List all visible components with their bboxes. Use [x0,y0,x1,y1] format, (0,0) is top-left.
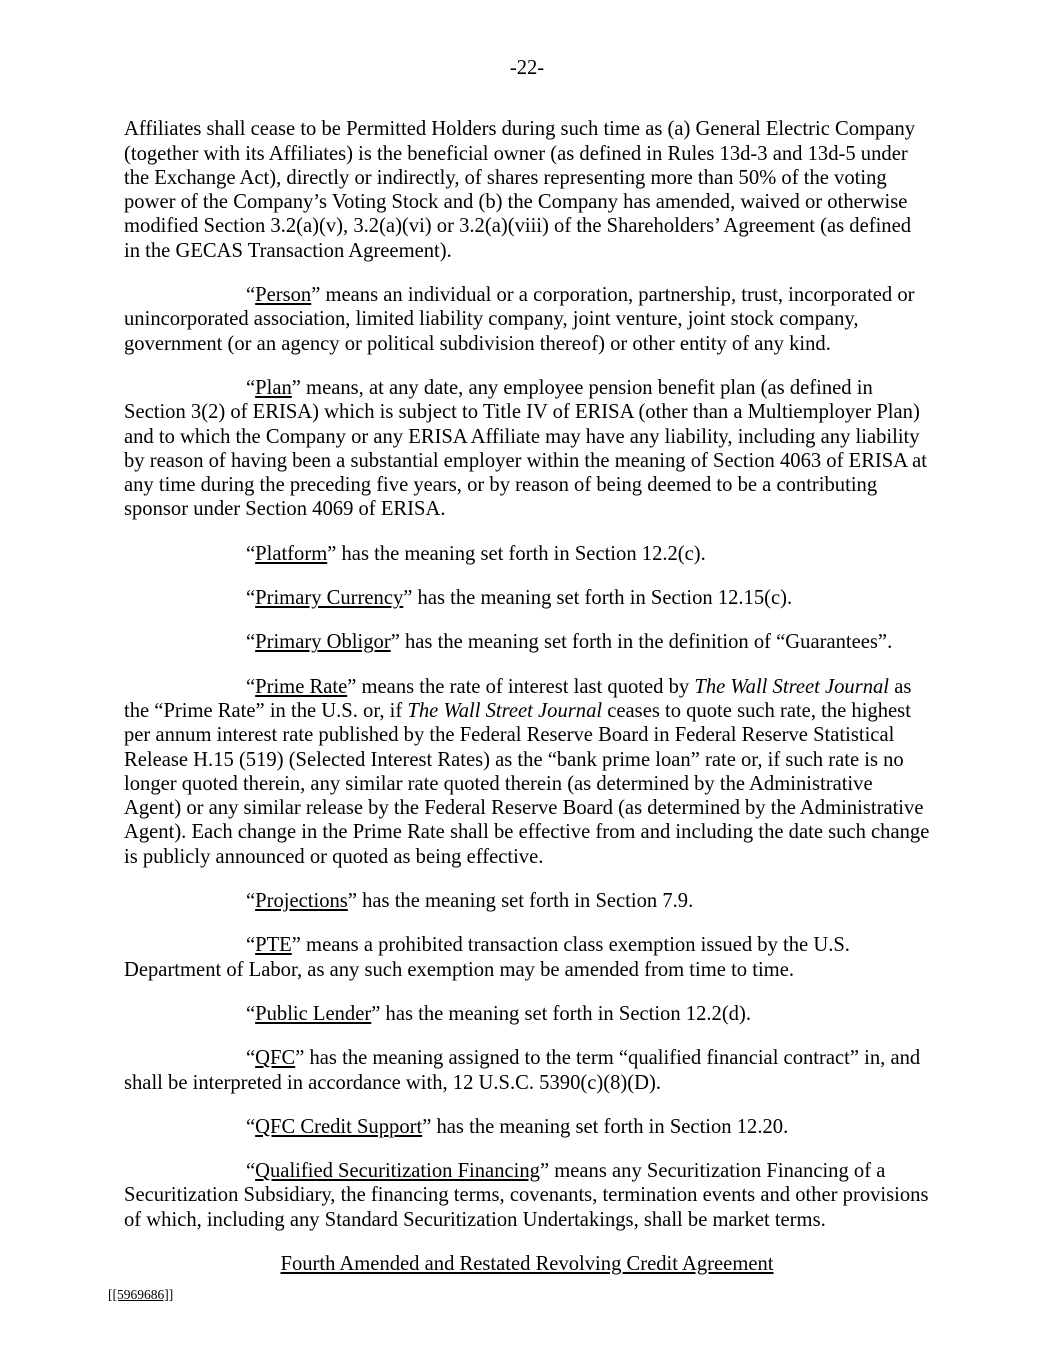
definition-qualified-securitization-financing [124,1159,930,1232]
defined-term: Person [255,284,312,307]
definition-plan [124,376,930,522]
journal-name-italic: The Wall Street Journal [694,675,890,698]
definition-text: as the “Prime Rate” in the U.S. or, if [124,675,912,722]
journal-name-italic: The Wall Street Journal [407,699,603,722]
defined-term: QFC [255,1047,296,1070]
definition-platform [124,542,930,566]
definition-text: ” has the meaning set forth in Section 12.15(c). [403,587,793,610]
text: Affiliates shall cease to be Permitted Holders during such time as (a) General Electric Company (together with its Affiliates) is the beneficial owner (as defined in Rules 13d-3 and 13d-5 under the Exchange Act), directly or indirectly, of shares representing more than 50% of the voting power of the Company’s Voting Stock and (b) the Company has amended, waived or otherwise modified Section 3.2(a)(v), 3.2(a)(vi) or 3.2(a)(viii) of the Shareholders’ Agreement (as defined in the GECAS Transaction Agreement). [124,118,916,262]
definition-text: ” has the meaning set forth in Section 12.2(c). [327,542,706,565]
open-quote: “ [246,675,256,698]
open-quote: “ [246,890,256,913]
defined-term: Primary Currency [255,587,404,610]
open-quote: “ [246,587,256,610]
page-number: -22- [509,57,545,79]
page-body [124,56,930,1252]
open-quote: “ [246,631,256,654]
definition-text: ceases to quote such rate, the highest per annum interest rate published by the Federal Reserve Board in Federal Reserve Statistical Release H.15 (519) (Selected Interest Rates) as the “bank prime loan” rate or, if such rate is no longer quoted therein, any similar rate quoted therein (as determined by the Administrative Agent) or any similar release by the Federal Reserve Board (as determined by the Administrative Agent). Each change in the Prime Rate shall be effective from and including the date such change is publicly announced or quoted as being effective. [124,699,930,868]
definition-text: ” means a prohibited transaction class exemption issued by the U.S. Department of Labor, as any such exemption may be amended from time to time. [124,934,850,981]
definition-text: ” has the meaning set forth in Section 7.9. [347,890,694,913]
definition-projections [124,889,930,913]
defined-term: Prime Rate [255,675,348,698]
definition-prime-rate [124,675,930,869]
open-quote: “ [246,284,256,307]
defined-term: Public Lender [255,1002,372,1025]
defined-term: Qualified Securitization Financing [255,1160,540,1183]
defined-term: Platform [255,542,328,565]
defined-term: Plan [255,376,292,399]
definition-text: ” means the rate of interest last quoted by [347,675,695,698]
paragraph-affiliates-continuation [124,117,930,263]
footer-document-title [124,1252,930,1276]
definition-primary-currency [124,586,930,610]
definition-text: ” means, at any date, any employee pension benefit plan (as defined in Section 3(2) of ERISA) which is subject to Title IV of ERISA (other than a Multiemployer Plan) and to which the Company or any ERISA Affiliate may have any liability, including any liability by reason of having been a substantial employer within the meaning of Section 4063 of ERISA at any time during the preceding five years, or by reason of being deemed to be a contributing sponsor under Section 4069 of ERISA. [124,376,927,521]
defined-term: Primary Obligor [255,631,391,654]
definition-text: ” has the meaning set forth in Section 12.2(d). [371,1002,751,1025]
open-quote: “ [246,1115,256,1138]
open-quote: “ [246,1002,256,1025]
open-quote: “ [246,542,256,565]
defined-term: PTE [255,934,292,957]
defined-term: QFC Credit Support [255,1115,423,1138]
definition-public-lender [124,1002,930,1026]
definition-person [124,283,930,356]
definition-text: ” has the meaning set forth in Section 12.20. [422,1115,789,1138]
open-quote: “ [246,1047,256,1070]
definition-primary-obligor [124,630,930,654]
definition-text: ” means an individual or a corporation, partnership, trust, incorporated or unincorporated association, limited liability company, joint venture, joint stock company, government (or an agency or political subdivision thereof) or other entity of any kind. [124,284,915,355]
open-quote: “ [246,934,256,957]
definition-qfc [124,1046,930,1095]
doc-id-stamp: [[5969686]] [108,1287,174,1302]
definition-text: ” means any Securitization Financing of a Securitization Subsidiary, the financing terms, covenants, termination events and other provisions of which, including any Standard Securitization Undertakings, shall be market terms. [124,1160,929,1231]
definition-text: ” has the meaning set forth in the definition of “Guarantees”. [390,631,893,654]
definition-pte [124,933,930,982]
definition-qfc-credit-support [124,1115,930,1139]
defined-term: Projections [255,890,348,913]
footer-title-text: Fourth Amended and Restated Revolving Credit Agreement [280,1253,774,1275]
open-quote: “ [246,376,256,399]
open-quote: “ [246,1160,256,1183]
definition-text: ” has the meaning assigned to the term “qualified financial contract” in, and shall be interpreted in accordance with, 12 U.S.C. 5390(c)(8)(D). [124,1047,921,1094]
